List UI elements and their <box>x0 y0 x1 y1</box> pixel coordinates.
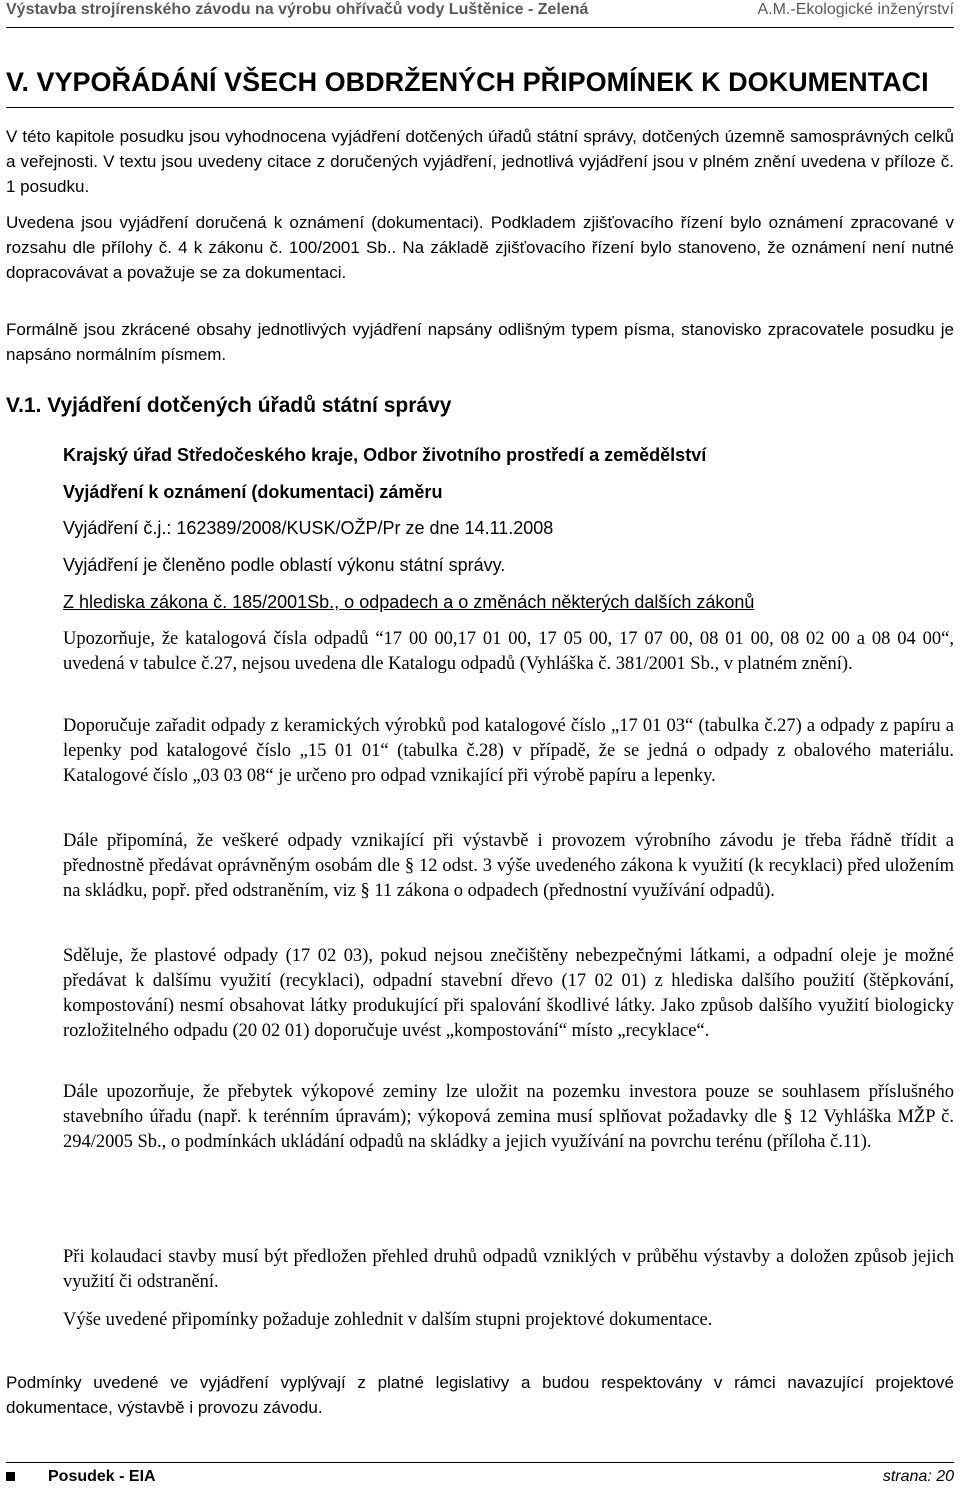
header-author: A.M.-Ekologické inženýrství <box>757 1 954 18</box>
statement-paragraph: Sděluje, že plastové odpady (17 02 03), pokud nejsou znečištěny nebezpečnými látkami, a odpadní oleje je možné předávat k dalšímu využití (recyklaci), odpadní stavební dřevo (17 02 01) z hlediska dalšího použití (štěpkování, kompostování) nesmí obsahovat látky produkující při spalování škodlivé látky. Jako způsob dalšího využití biologicky rozložitelného odpadu (20 02 01) doporučuje uvést „kompostování“ místo „recyklace“. <box>63 946 954 1041</box>
intro-paragraph-3: Formálně jsou zkrácené obsahy jednotlivých vyjádření napsány odlišným typem písma, stanovisko zpracovatele posudku je napsáno normálním písmem. <box>6 320 954 364</box>
page-footer <box>6 1466 954 1488</box>
closing-paragraph: Podmínky uvedené ve vyjádření vyplývají z platné legislativy a budou respektovány v rámci navazující projektové dokumentace, výstavbě i provozu závodu. <box>6 1373 954 1417</box>
footer-label: Posudek - EIA <box>48 1468 156 1485</box>
division-note: Vyjádření je členěno podle oblastí výkonu státní správy. <box>63 555 506 575</box>
footer-divider <box>6 1462 954 1463</box>
page-number: strana: 20 <box>882 1468 954 1485</box>
statement-title: Vyjádření k oznámení (dokumentaci) záměru <box>63 482 443 502</box>
page-header <box>6 0 954 20</box>
intro-paragraph-1: V této kapitole posudku jsou vyhodnocena vyjádření dotčených úřadů státní správy, dotčených územně samosprávných celků a veřejnosti. V textu jsou uvedeny citace z doručených vyjádření, jednotlivá vyjádření jsou v plném znění uvedena v příloze č. 1 posudku. <box>6 127 954 196</box>
statement-paragraph: Doporučuje zařadit odpady z keramických výrobků pod katalogové číslo „17 01 03“ (tabulka č.27) a odpady z papíru a lepenky pod katalogové číslo „15 01 01“ (tabulka č.28) v případě, že se jedná o odpady z obalového materiálu. Katalogové číslo „03 03 08“ je určeno pro odpad vznikající při výrobě papíru a lepenky. <box>63 716 954 786</box>
square-bullet-icon <box>6 1472 15 1481</box>
statement-reference: Vyjádření č.j.: 162389/2008/KUSK/OŽP/Pr ze dne 14.11.2008 <box>63 518 554 538</box>
intro-paragraph-2: Uvedena jsou vyjádření doručená k oznámení (dokumentaci). Podkladem zjišťovacího řízení bylo oznámení zpracované v rozsahu dle přílohy č. 4 k zákonu č. 100/2001 Sb.. Na základě zjišťovacího řízení bylo stanoveno, že oznámení není nutné dopracovávat a považuje se za dokumentaci. <box>6 213 954 282</box>
statement-paragraph: Dále připomíná, že veškeré odpady vznikající při výstavbě i provozem výrobního závodu je třeba řádně třídit a přednostně předávat oprávněným osobám dle § 12 odst. 3 výše uvedeného zákona k využití (k recyklaci) před uložením na skládku, popř. před odstraněním, viz § 11 zákona o odpadech (přednostní využívání odpadů). <box>63 831 954 901</box>
chapter-divider <box>6 107 954 108</box>
section-heading: V.1. Vyjádření dotčených úřadů státní správy <box>6 394 452 417</box>
statement-paragraph: Výše uvedené připomínky požaduje zohlednit v dalším stupni projektové dokumentace. <box>63 1310 713 1330</box>
header-title: Výstavba strojírenského závodu na výrobu ohřívačů vody Luštěnice - Zelená <box>6 1 589 18</box>
law-heading: Z hlediska zákona č. 185/2001Sb., o odpadech a o změnách některých dalších zákonů <box>63 592 755 612</box>
statement-paragraph: Při kolaudaci stavby musí být předložen přehled druhů odpadů vzniklých v průběhu výstavby a doložen způsob jejich využití či odstranění. <box>63 1247 954 1292</box>
chapter-title: V. VYPOŘÁDÁNÍ VŠECH OBDRŽENÝCH PŘIPOMÍNEK K DOKUMENTACI <box>6 67 929 97</box>
authority-name: Krajský úřad Středočeského kraje, Odbor životního prostředí a zemědělství <box>63 445 707 465</box>
statement-paragraph: Upozorňuje, že katalogová čísla odpadů “17 00 00,17 01 00, 17 05 00, 17 07 00, 08 01 00, 08 02 00 a 08 04 00“, uvedená v tabulce č.27, nejsou uvedena dle Katalogu odpadů (Vyhláška č. 381/2001 Sb., v platném znění). <box>63 629 954 674</box>
statement-paragraph: Dále upozorňuje, že přebytek výkopové zeminy lze uložit na pozemku investora pouze se souhlasem příslušného stavebního úřadu (např. k terénním úpravám); výkopová zemina musí splňovat požadavky dle § 12 Vyhláška MŽP č. 294/2005 Sb., o podmínkách ukládání odpadů na skládky a jejich využívání na povrchu terénu (příloha č.11). <box>63 1082 954 1152</box>
header-divider <box>6 27 954 28</box>
